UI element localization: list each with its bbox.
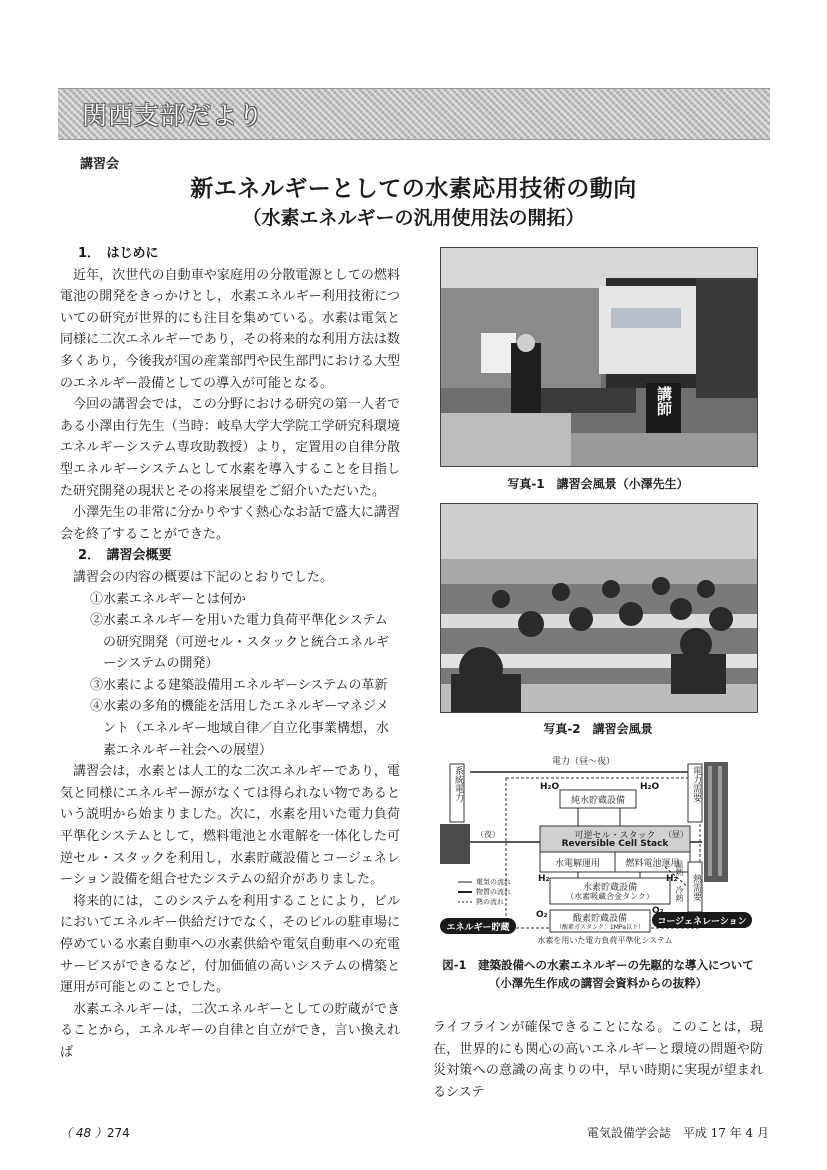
page-number xyxy=(60,1124,130,1141)
list-item: ④水素の多角的機能を活用したエネルギーマネジメント（エネルギー地域自律／自立化事業構想，水素エネルギー社会への展望） xyxy=(90,699,390,758)
diagram-stack-en: Reversible Cell Stack xyxy=(561,839,669,849)
diagram-o2-storage-sub: （酸素ガスタンク：1MPa以下） xyxy=(556,924,644,931)
diagram-h2-storage-sub: （水素吸蔵合金タンク） xyxy=(566,892,654,901)
paragraph-3: 小澤先生の非常に分かりやすく熱心なお話で盛大に講習会を終了することができた。 xyxy=(60,505,400,542)
diagram-h2o-left: H₂O xyxy=(540,782,560,792)
diagram-cold: 冷熱 xyxy=(675,886,684,902)
list-item: ③水素による建築設備用エネルギーシステムの革新 xyxy=(90,677,388,693)
diagram-water-tank: 純水貯蔵設備 xyxy=(570,796,625,806)
right-column-text xyxy=(433,1017,763,1103)
diagram-heat-demand: 熱需要 xyxy=(691,874,701,901)
photo2-caption: 写真-2 講習会風景 xyxy=(543,722,653,736)
diagram-h2-right: H₂ xyxy=(666,874,678,884)
paragraph-5: 講習会は，水素とは人工的な二次エネルギーであり，電気と同様にエネルギー源がなくては得られない物であるという説明から始まりました。次に，水素を用いた電力負荷平準化システムとして，燃料電池と水電解を一体化した可逆セル・スタックを利用し，水素貯蔵設備とコージェネレーション設備を組合せたシステムの紹介がありました。 xyxy=(60,764,400,888)
list-item: ①水素エネルギーとは何か xyxy=(90,591,247,607)
diagram-fuel-cell: 燃料電池運用 xyxy=(625,859,680,869)
article-category: 講習会 xyxy=(80,157,120,172)
diagram-top-label: 電力（昼～夜） xyxy=(552,757,616,767)
photo-lecturer-image xyxy=(441,248,757,466)
article-title: 新エネルギーとしての水素応用技術の動向 xyxy=(190,176,637,202)
photo1-caption: 写真-1 講習会風景（小澤先生） xyxy=(507,477,689,491)
diagram-legend-elec: 電気の流れ xyxy=(476,878,511,886)
left-column xyxy=(60,243,400,1064)
page-number-italic: （ 48 ） xyxy=(60,1126,107,1140)
photo-lecturer xyxy=(440,247,758,467)
list-item: ②水素エネルギーを用いた電力負荷平準化システムの研究開発（可逆セル・スタックと統合エネルギーシステムの開発） xyxy=(90,613,390,672)
diagram-system-label: 水素を用いた電力負荷平準化システム xyxy=(537,936,673,945)
diagram-o2-storage: 酸素貯蔵設備 xyxy=(572,914,627,924)
section1-heading: 1． はじめに xyxy=(78,246,159,261)
right-paragraph: ライフラインが確保できることになる。このことは，現在，世界的にも関心の高いエネルギーと環境の問題や防災対策への意識の高まりの中，早い時期に実現が望まれるシステ xyxy=(433,1020,763,1100)
paragraph-6: 将来的には，このシステムを利用することにより，ビルにおいてエネルギー供給だけでなく，そのビルの駐車場に停めている水素自動車への水素供給や電気自動車への充電サービスができるなど，付加価値の高いシステムの構築と運用が可能とのことでした。 xyxy=(60,893,400,996)
photo-audience-image xyxy=(441,504,757,712)
diagram-h2-left: H₂ xyxy=(538,874,550,884)
diagram-grid-power: 系統電力 xyxy=(453,766,463,802)
section2-heading: 2． 講習会概要 xyxy=(78,548,172,564)
article-subtitle: （水素エネルギーの汎用使用法の開拓） xyxy=(242,207,585,229)
diagram-o2-left: O₂ xyxy=(536,910,548,920)
paragraph-4: 講習会の内容の概要は下記のとおりでした。 xyxy=(73,569,334,585)
section-banner xyxy=(58,88,770,140)
diagram-cogeneration: コージェネレーション xyxy=(657,917,747,927)
figure1-caption-line2: （小澤先生作成の講習会資料からの抜粋） xyxy=(488,976,708,990)
diagram-hot: 温熱 xyxy=(675,860,684,876)
diagram-legend-mat: 物質の流れ xyxy=(476,888,511,896)
page-number-value: 274 xyxy=(106,1126,130,1140)
diagram-night: （夜） xyxy=(476,830,500,839)
lecturer-sign: 講師 xyxy=(655,386,673,416)
figure1-caption-line1: 図-1 建築設備への水素エネルギーの先駆的な導入について xyxy=(442,958,754,972)
paragraph-1: 近年，次世代の自動車や家庭用の分散電源としての燃料電池の開発をきっかけとし，水素エネルギー利用技術についての研究が世界的にも注目を集めている。水素は電気と同様に二次エネルギーであり，その将来的な利用方法は数多くあり，今後我が国の産業部門や民生部門における大型のエネルギー設備としての導入が可能となる。 xyxy=(60,267,400,391)
banner-title: 関西支部だより xyxy=(82,101,265,130)
photo-audience xyxy=(440,503,758,713)
diagram-h2o-right: H₂O xyxy=(640,782,660,792)
paragraph-7: 水素エネルギーは，二次エネルギーとしての貯蔵ができることから，エネルギーの自律と自立ができ，言い換えれば xyxy=(60,1001,400,1060)
diagram-stack-title: 可逆セル・スタック xyxy=(574,831,656,841)
diagram-o2-right: O₂ xyxy=(652,906,664,916)
diagram-power-demand: 電力需要 xyxy=(691,766,701,802)
paragraph-2: 今回の講習会では，この分野における研究の第一人者である小澤由行先生（当時：岐阜大学大学院工学研究科環境エネルギーシステム専攻助教授）より，定置用の自律分散型エネルギーシステムとして水素を導入することを目指した研究開発の現状とその将来展望をご紹介いただいた。 xyxy=(60,397,400,499)
diagram-legend-heat: 熱の流れ xyxy=(476,898,504,906)
diagram-h2-storage: 水素貯蔵設備 xyxy=(582,883,637,893)
diagram-day: （昼） xyxy=(664,830,688,839)
system-diagram xyxy=(440,752,756,950)
topic-list xyxy=(60,589,400,762)
diagram-energy-storage: エネルギー貯蔵 xyxy=(446,923,510,933)
diagram-electrolysis: 水電解運用 xyxy=(554,859,600,869)
journal-name: 電気設備学会誌 平成 17 年 4 月 xyxy=(586,1126,769,1140)
